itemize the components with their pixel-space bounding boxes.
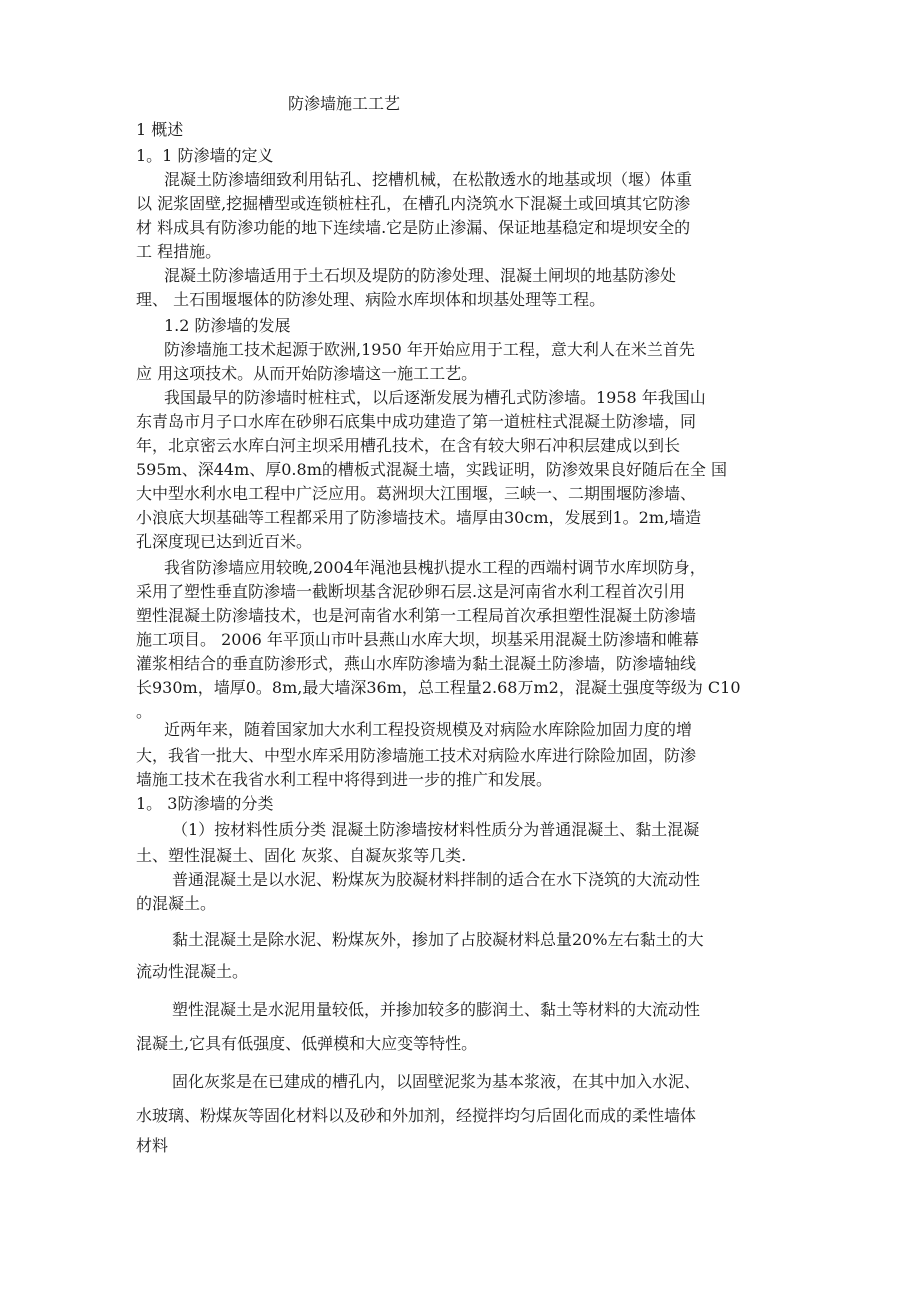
document-title: 防渗墙施工工艺 [288, 94, 401, 113]
text-line: 混凝土,它具有低强度、低弹模和大应变等特性。 [136, 1034, 478, 1053]
text-line: 大，我省一批大、中型水库采用防渗墙施工技术对病险水库进行除险加固，防渗 [136, 746, 697, 765]
text-line: 长930m，墙厚0。8m,最大墙深36m，总工程量2.68万m2，混凝土强度等级为 C10 [136, 678, 741, 697]
text-line: 工 程措施。 [136, 242, 222, 261]
text-line: 材 料成具有防渗功能的地下连续墙.它是防止渗漏、保证地基稳定和堤坝安全的 [136, 218, 691, 237]
text-line: 材料 [136, 1136, 169, 1155]
text-line: 流动性混凝土。 [136, 962, 249, 981]
text-line: 普通混凝土是以水泥、粉煤灰为胶凝材料拌制的适合在水下浇筑的大流动性 [172, 870, 701, 889]
text-line: 墙施工技术在我省水利工程中将得到进一步的推广和发展。 [136, 770, 553, 789]
subsection-heading: 1。 3防渗墙的分类 [136, 794, 274, 813]
text-line: 灌浆相结合的垂直防渗形式，燕山水库防渗墙为黏土混凝土防渗墙，防渗墙轴线 [136, 654, 697, 673]
text-line: 以 泥浆固壁,挖掘槽型或连锁桩柱孔，在槽孔内浇筑水下混凝土或回填其它防渗 [136, 194, 691, 213]
text-line: 混凝土防渗墙适用于土石坝及堤防的防渗处理、混凝土闸坝的地基防渗处 [164, 266, 677, 285]
text-line: 东青岛市月子口水库在砂卵石底集中成功建造了第一道桩柱式混凝土防渗墙，同 [136, 412, 697, 431]
text-line: 采用了塑性垂直防渗墙一截断坝基含泥砂卵石层.这是河南省水利工程首次引用 [136, 582, 686, 601]
text-line: 我国最早的防渗墙时桩柱式，以后逐渐发展为槽孔式防渗墙。1958 年我国山 [164, 388, 706, 407]
subsection-heading: 1。1 防渗墙的定义 [136, 146, 274, 165]
text-line: 595m、深44m、厚0.8m的槽板式混凝土墙，实践证明，防渗效果良好随后在全 国 [136, 460, 727, 479]
text-line: 水玻璃、粉煤灰等固化材料以及砂和外加剂，经搅拌均匀后固化而成的柔性墙体 [136, 1106, 697, 1125]
text-line: 塑性混凝土防渗墙技术，也是河南省水利第一工程局首次承担塑性混凝土防渗墙 [136, 606, 697, 625]
text-line: 我省防渗墙应用较晚,2004年渑池县槐扒提水工程的西端村调节水库坝防身， [164, 558, 706, 577]
text-line: 孔深度现已达到近百米。 [136, 532, 313, 551]
section-heading: 1 概述 [136, 120, 184, 139]
text-line: 近两年来，随着国家加大水利工程投资规模及对病险水库除险加固力度的增 [164, 720, 693, 739]
text-line: 混凝土防渗墙细致利用钻孔、挖槽机械，在松散透水的地基或坝（堰）体重 [164, 170, 693, 189]
text-line: 黏土混凝土是除水泥、粉煤灰外，掺加了占胶凝材料总量20%左右黏土的大 [172, 930, 704, 949]
text-line: （1）按材料性质分类 混凝土防渗墙按材料性质分为普通混凝土、黏土混凝 [172, 820, 700, 839]
text-line: 理、 土石围堰堰体的防渗处理、病险水库坝体和坝基处理等工程。 [136, 290, 606, 309]
text-line: 大中型水利水电工程中广泛应用。葛洲坝大江围堰，三峡一、二期围堰防渗墙、 [136, 484, 697, 503]
text-line: 防渗墙施工技术起源于欧洲,1950 年开始应用于工程，意大利人在米兰首先 [164, 340, 695, 359]
text-line: 应 用这项技术。从而开始防渗墙这一施工工艺。 [136, 364, 478, 383]
text-line: 施工项目。 2006 年平顶山市叶县燕山水库大坝，坝基采用混凝土防渗墙和帷幕 [136, 630, 699, 649]
text-line: 固化灰浆是在已建成的槽孔内，以固壁泥浆为基本浆液，在其中加入水泥、 [172, 1072, 701, 1091]
text-line: 年，北京密云水库白河主坝采用槽孔技术，在含有较大卵石冲积层建成以到长 [136, 436, 681, 455]
text-line: 土、塑性混凝土、固化 灰浆、自凝灰浆等几类. [136, 846, 467, 865]
text-line: 。 [136, 702, 153, 721]
text-line: 小浪底大坝基础等工程都采用了防渗墙技术。墙厚由30cm，发展到1。2m,墙造 [136, 508, 702, 527]
subsection-heading: 1.2 防渗墙的发展 [164, 316, 291, 335]
text-line: 的混凝土。 [136, 894, 217, 913]
text-line: 塑性混凝土是水泥用量较低，并掺加较多的膨润土、黏土等材料的大流动性 [172, 1000, 701, 1019]
